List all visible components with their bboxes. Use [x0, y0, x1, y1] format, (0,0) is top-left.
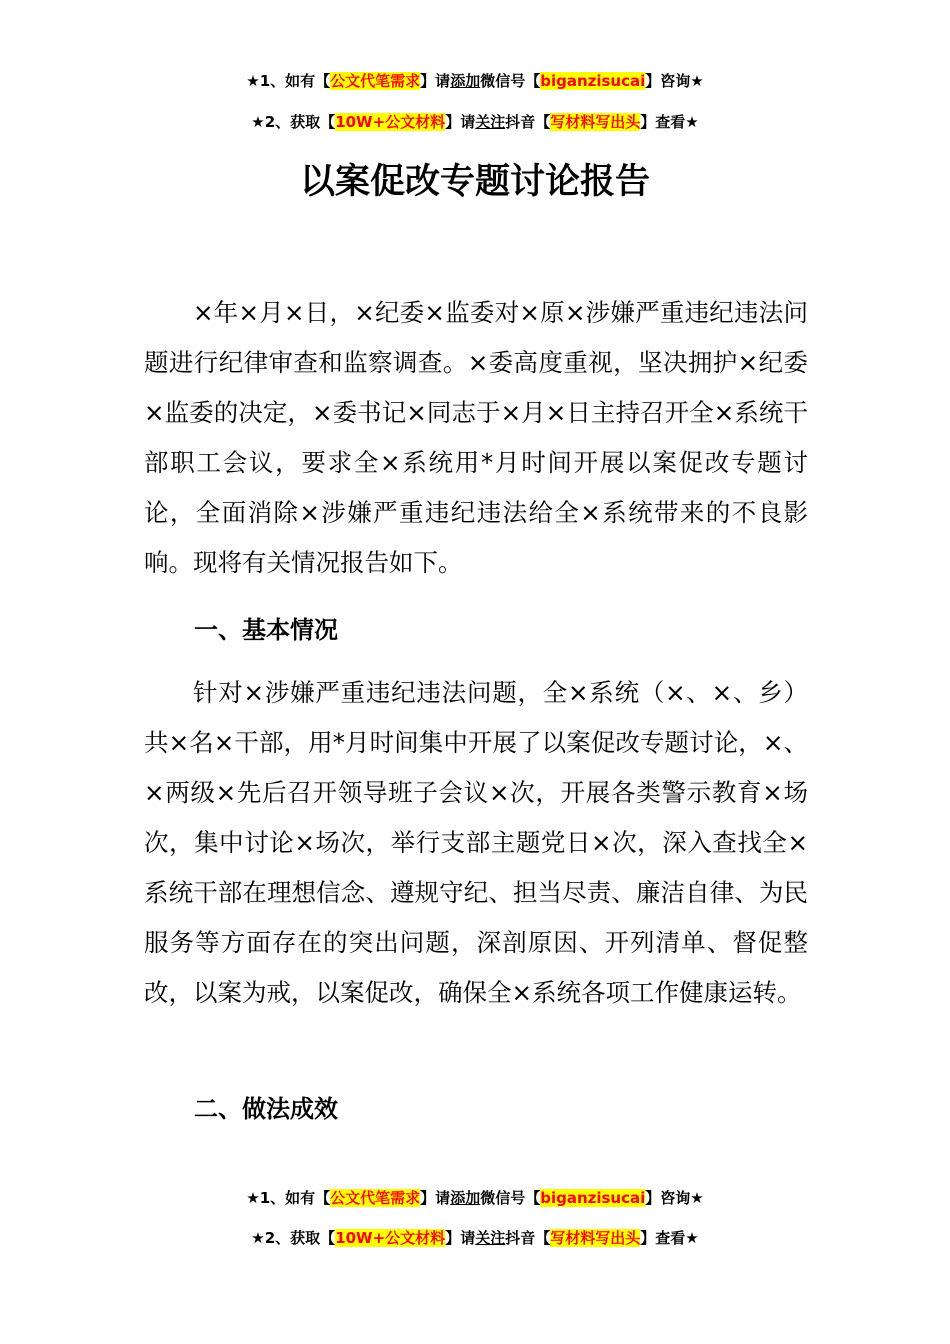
banner-highlight-materials: 10W+公文材料 — [335, 1229, 446, 1247]
banner-text: 微信号【 — [480, 72, 541, 90]
banner-text: 】请 — [420, 72, 451, 90]
banner-text: 】请 — [445, 1229, 476, 1247]
promo-banner-line-2 — [0, 1228, 950, 1248]
banner-prefix: ★1、如有【 — [246, 72, 331, 90]
banner-suffix: 】查看★ — [640, 1229, 699, 1247]
banner-underlined-text: 关注 — [475, 113, 506, 131]
section-paragraph-basic-situation: 针对×涉嫌严重违纪违法问题，全×系统（×、×、乡）共×名×干部，用*月时间集中开展了以案促改专题讨论，×、×两级×先后召开领导班子会议×次，开展各类警示教育×场次，集中讨论×场次，举行支部主题党日×次，深入查找全×系统干部在理想信念、遵规守纪、担当尽责、廉洁自律、为民服务等方面存在的突出问题，深剖原因、开列清单、督促整改，以案为戒，以案促改，确保全×系统各项工作健康运转。 — [144, 678, 808, 1007]
banner-prefix: ★2、获取【 — [251, 113, 336, 131]
banner-text: 微信号【 — [480, 1189, 541, 1207]
banner-suffix: 】查看★ — [640, 113, 699, 131]
banner-highlight-wechat-id: biganzisucai — [540, 72, 646, 90]
banner-text: 】请 — [445, 113, 476, 131]
banner-highlight-service: 公文代笔需求 — [330, 1189, 421, 1207]
section-heading-basic-situation: 一、基本情况 — [194, 616, 338, 644]
document-title: 以案促改专题讨论报告 — [299, 162, 650, 202]
section-heading-practices: 二、做法成效 — [194, 1095, 338, 1123]
banner-underlined-text: 添加 — [450, 72, 481, 90]
banner-highlight-douyin-id: 写材料写出头 — [550, 113, 641, 131]
banner-suffix: 】咨询★ — [645, 1189, 704, 1207]
banner-text: 】请 — [420, 1189, 451, 1207]
banner-text: 抖音【 — [505, 113, 551, 131]
banner-highlight-wechat-id: biganzisucai — [540, 1189, 646, 1207]
banner-prefix: ★2、获取【 — [251, 1229, 336, 1247]
banner-underlined-text: 关注 — [475, 1229, 506, 1247]
banner-prefix: ★1、如有【 — [246, 1189, 331, 1207]
banner-suffix: 】咨询★ — [645, 72, 704, 90]
banner-highlight-service: 公文代笔需求 — [330, 72, 421, 90]
promo-banner-line-1 — [0, 71, 950, 91]
promo-banner-line-1 — [0, 1188, 950, 1208]
banner-text: 抖音【 — [505, 1229, 551, 1247]
promo-banner-line-2 — [0, 112, 950, 132]
intro-paragraph: ×年×月×日，×纪委×监委对×原×涉嫌严重违纪违法问题进行纪律审查和监察调查。×委高度重视，坚决拥护×纪委×监委的决定，×委书记×同志于×月×日主持召开全×系统干部职工会议，要求全×系统用*月时间开展以案促改专题讨论，全面消除×涉嫌严重违纪违法给全×系统带来的不良影响。现将有关情况报告如下。 — [144, 298, 808, 577]
banner-highlight-douyin-id: 写材料写出头 — [550, 1229, 641, 1247]
banner-underlined-text: 添加 — [450, 1189, 481, 1207]
banner-highlight-materials: 10W+公文材料 — [335, 113, 446, 131]
